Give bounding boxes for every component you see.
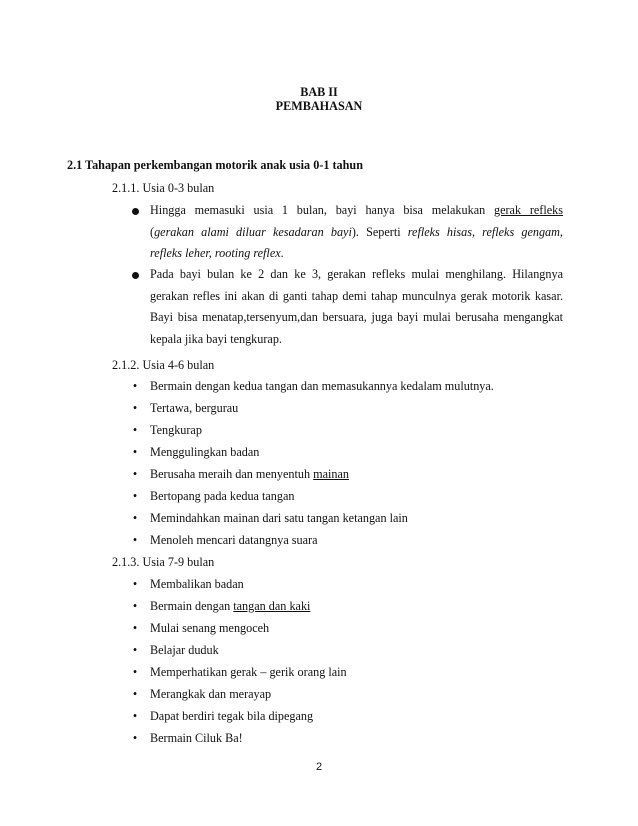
list-item: Dapat berdiri tegak bila dipegang: [150, 709, 314, 723]
page-number: 2: [315, 761, 323, 773]
bullet-icon: •: [132, 665, 138, 679]
list-item: Tertawa, bergurau: [150, 401, 239, 415]
bullet-icon: •: [132, 621, 138, 635]
bullet-icon: •: [132, 401, 138, 415]
paragraph-month-2-3: Pada bayi bulan ke 2 dan ke 3, gerakan refleks mulai menghilang. Hilangnya gerakan refles ini akan di ganti tahap demi tahap munculnya gerak motorik kasar. Bayi bisa menatap,tersenyum,dan bersuara, juga bayi mulai berusaha mengangkat kepala jika bayi tengkurap.: [150, 267, 563, 346]
list-item: Bertopang pada kedua tangan: [150, 489, 295, 503]
list-item: Tengkurap: [150, 423, 202, 437]
bullet-icon: •: [132, 577, 138, 591]
bullet-icon: •: [132, 709, 138, 723]
bullet-icon: •: [132, 687, 138, 701]
link-tangan-dan-kaki[interactable]: tangan dan kaki: [233, 599, 311, 613]
link-gerak-refleks[interactable]: gerak refleks: [493, 203, 563, 217]
subsection-title-4-6: 2.1.2. Usia 4-6 bulan: [112, 358, 215, 372]
chapter-label: BAB II: [300, 85, 338, 99]
section-heading: 2.1 Tahapan perkembangan motorik anak usia 0-1 tahun: [67, 158, 363, 172]
list-item: Belajar duduk: [150, 643, 219, 657]
list-item: Berusaha meraih dan menyentuh mainan: [150, 467, 349, 481]
list-item: Bermain dengan tangan dan kaki: [150, 599, 311, 613]
list-item: Bermain dengan kedua tangan dan memasukannya kedalam mulutnya.: [150, 379, 494, 393]
bullet-icon: •: [132, 643, 138, 657]
bullet-icon: •: [132, 511, 138, 525]
list-item: Membalikan badan: [150, 577, 244, 591]
bullet-icon: •: [132, 467, 138, 481]
paragraph-reflex: Hingga memasuki usia 1 bulan, bayi hanya bisa melakukan gerak refleks (gerakan alami diluar kesadaran bayi). Seperti refleks hisas, refleks gengam, refleks leher, rooting reflex.: [150, 203, 563, 260]
list-item: Menggulingkan badan: [150, 445, 260, 459]
list-item: Mulai senang mengoceh: [150, 621, 270, 635]
bullet-icon: •: [132, 445, 138, 459]
link-mainan[interactable]: mainan: [313, 467, 349, 481]
list-item: Menoleh mencari datangnya suara: [150, 533, 318, 547]
subsection-title-0-3: 2.1.1. Usia 0-3 bulan: [112, 181, 215, 195]
chapter-title: PEMBAHASAN: [275, 99, 363, 113]
bullet-icon: •: [132, 489, 138, 503]
bullet-icon: •: [132, 379, 138, 393]
bullet-icon: •: [132, 423, 138, 437]
list-item: Merangkak dan merayap: [150, 687, 272, 701]
bullet-icon: •: [132, 533, 138, 547]
bullet-icon: [130, 203, 140, 218]
bullet-icon: [130, 267, 140, 282]
list-item: Bermain Ciluk Ba!: [150, 731, 243, 745]
list-item: Memperhatikan gerak – gerik orang lain: [150, 665, 347, 679]
subsection-title-7-9: 2.1.3. Usia 7-9 bulan: [112, 555, 215, 569]
bullet-icon: •: [132, 731, 138, 745]
bullet-icon: •: [132, 599, 138, 613]
list-item: Memindahkan mainan dari satu tangan ketangan lain: [150, 511, 408, 525]
